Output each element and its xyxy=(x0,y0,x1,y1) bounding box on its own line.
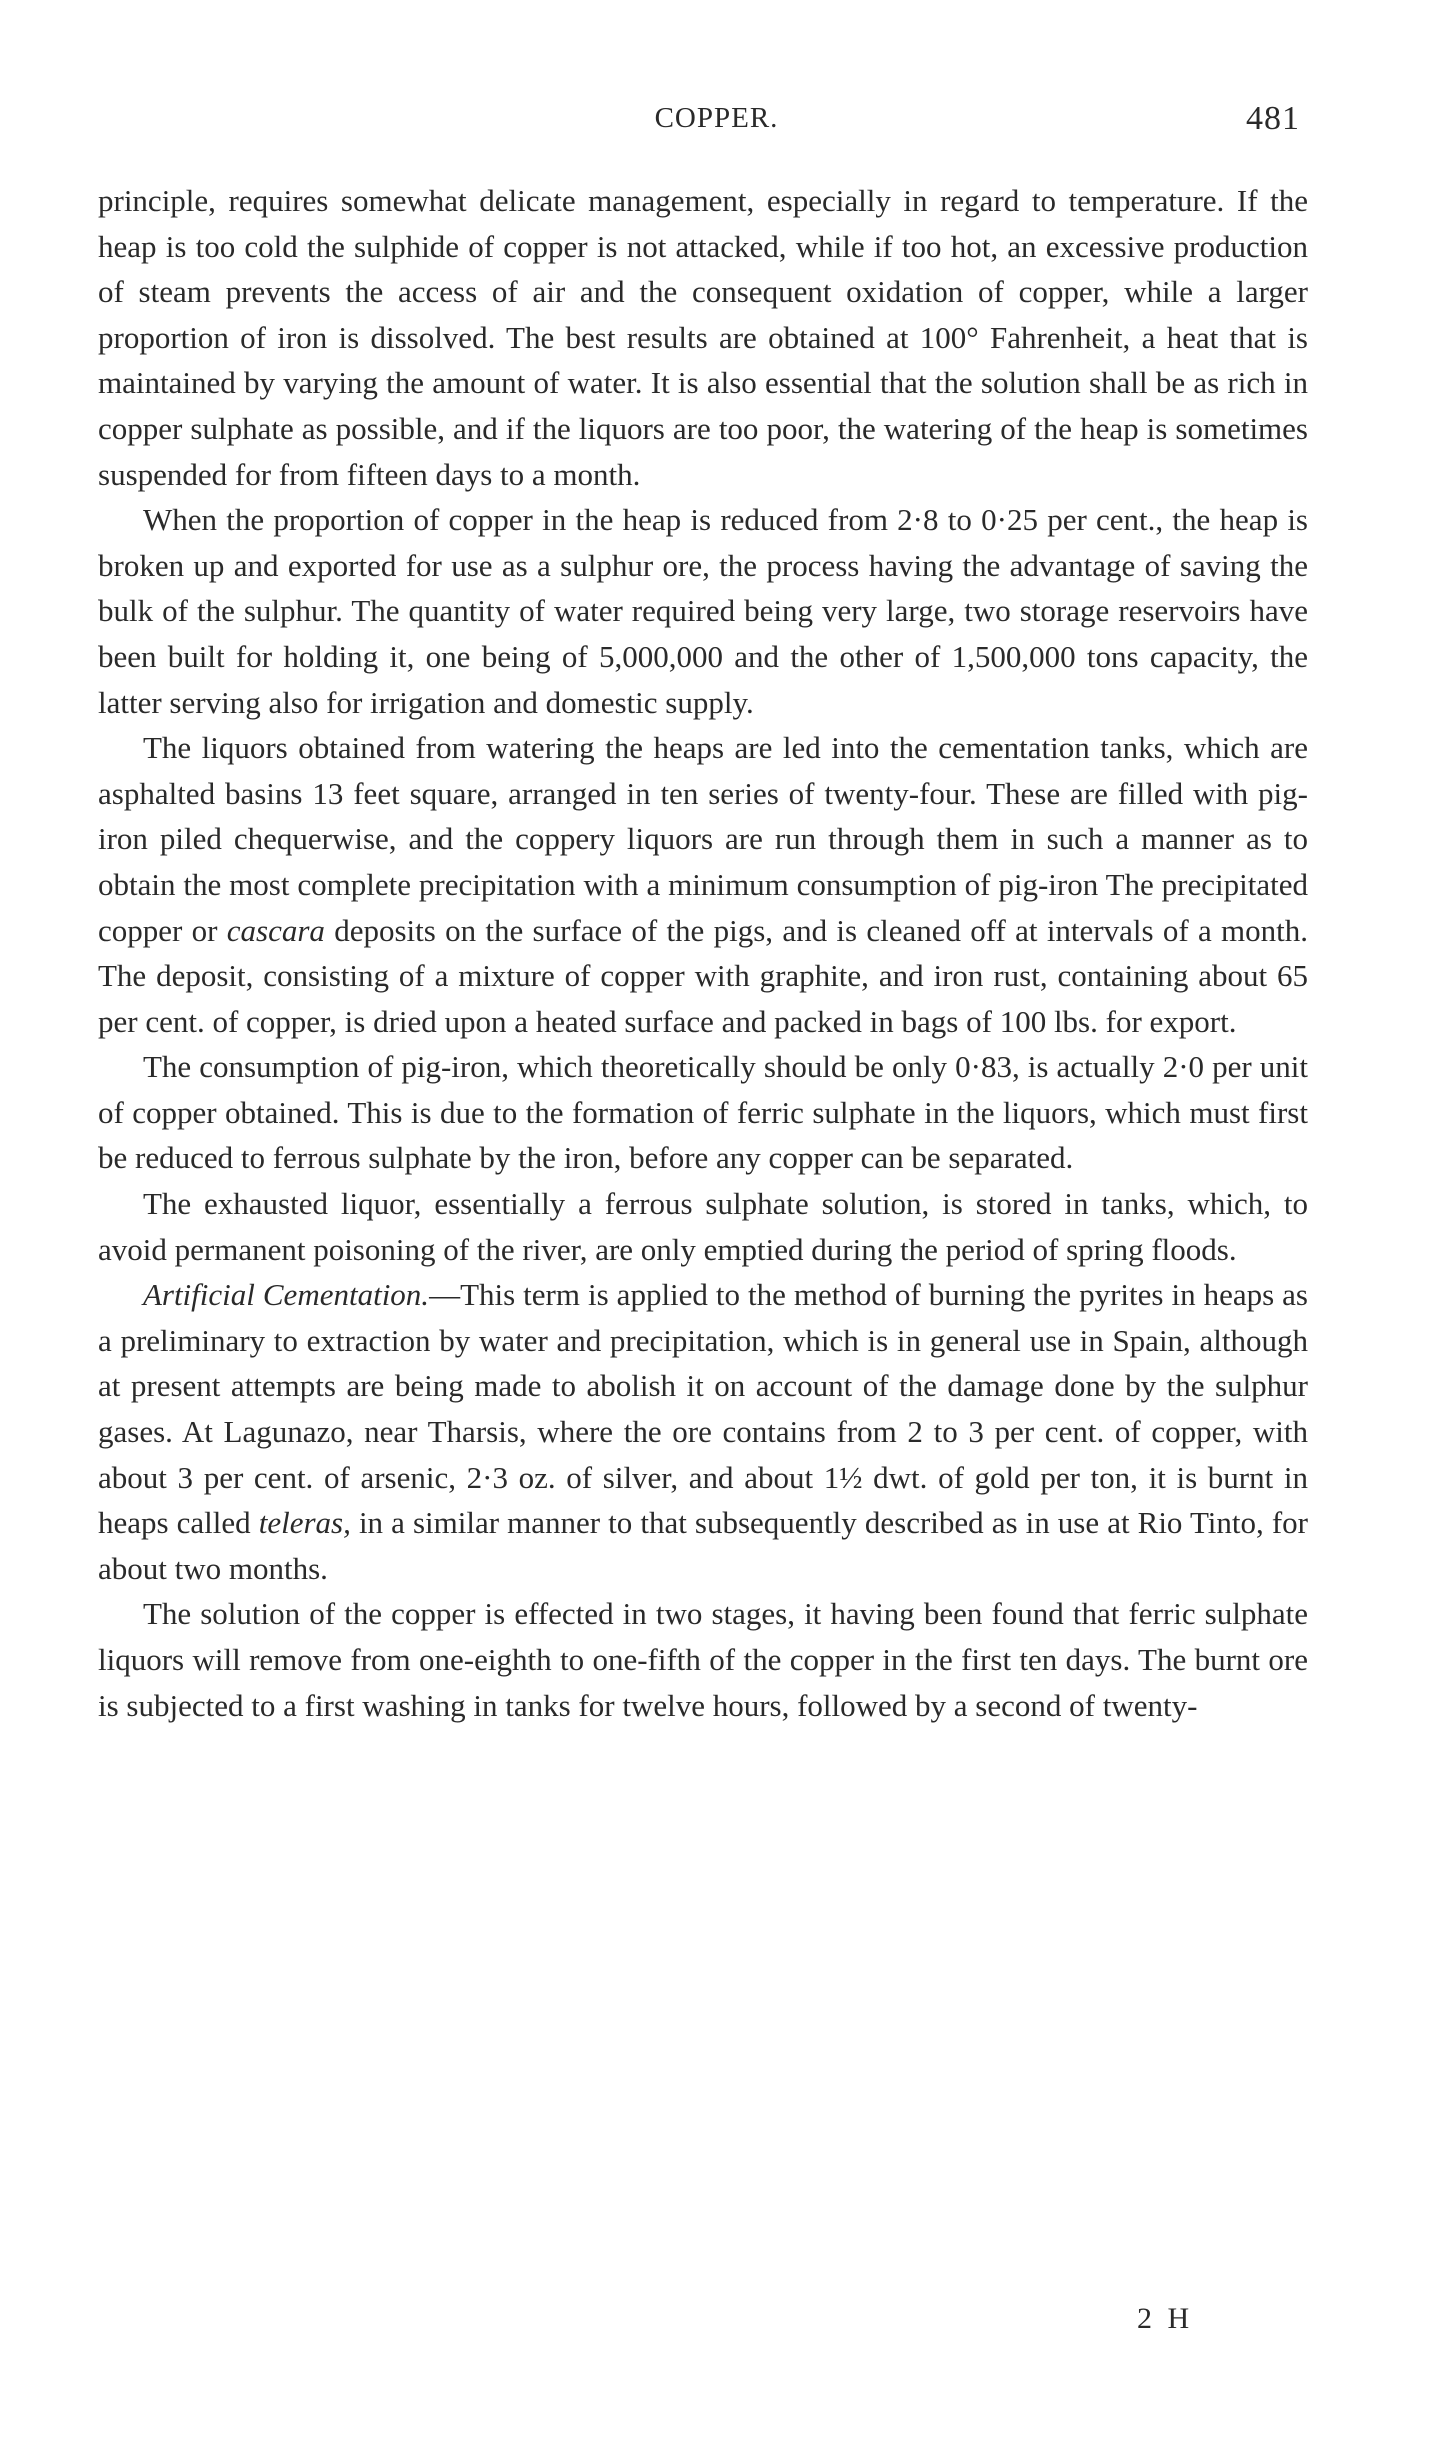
body-text xyxy=(98,178,1308,1728)
paragraph-4 xyxy=(98,1044,1308,1181)
paragraph-1-text: principle, requires somewhat delicate management, especially in regard to temperature. If the heap is too cold the sulphide of copper is not attacked, while if too hot, an excessive production of steam prevents the access of air and the consequent oxidation of copper, while a larger proportion of iron is dissolved. The best results are obtained at 100° Fahrenheit, a heat that is maintained by varying the amount of water. It is also essential that the solution shall be as rich in copper sulphate as possible, and if the liquors are too poor, the watering of the heap is sometimes suspended for from fifteen days to a month. xyxy=(98,183,1308,492)
paragraph-5-text: The exhausted liquor, essentially a ferrous sulphate solution, is stored in tanks, which, to avoid permanent poisoning of the river, are only emptied during the period of spring floods. xyxy=(98,1186,1308,1267)
paragraph-7 xyxy=(98,1591,1308,1728)
paragraph-3 xyxy=(98,725,1308,1044)
paragraph-6-italic-term: teleras, xyxy=(258,1505,351,1541)
paragraph-3-text-start: The liquors obtained from watering the heaps are led into the cementation tanks, which are asphalted basins 13 feet square, arranged in ten series of twenty-four. These are filled with pig-iron piled chequerwise, and the coppery liquors are run through them in such a manner as to obtain the most complete precipitation with a minimum consumption of pig-iron The precipitated copper or xyxy=(98,730,1308,948)
paragraph-6 xyxy=(98,1272,1308,1591)
running-head xyxy=(0,100,1433,148)
page-title: COPPER. xyxy=(654,102,779,134)
paragraph-3-text-end: deposits on the surface of the pigs, and is cleaned off at intervals of a month. The deposit, consisting of a mixture of copper with graphite, and iron rust, containing about 65 per cent. of copper, is dried upon a heated surface and packed in bags of 100 lbs. for export. xyxy=(98,912,1308,1039)
page-number: 481 xyxy=(1246,100,1300,137)
paragraph-6-text-start: —This term is applied to the method of burning the pyrites in heaps as a preliminary to extraction by water and precipitation, which is in general use in Spain, although at present attempts are being made to abolish it on account of the damage done by the sulphur gases. At Lagunazo, near Tharsis, where the ore contains from 2 to 3 per cent. of copper, with about 3 per cent. of arsenic, 2·3 oz. of silver, and about 1½ dwt. of gold per ton, it is burnt in heaps called xyxy=(98,1277,1308,1541)
paragraph-1 xyxy=(98,178,1308,497)
section-heading-artificial-cementation: Artificial Cementation. xyxy=(142,1277,430,1313)
paragraph-5 xyxy=(98,1181,1308,1272)
paragraph-2 xyxy=(98,497,1308,725)
paragraph-3-italic-term: cascara xyxy=(226,912,325,948)
paragraph-7-text: The solution of the copper is effected in two stages, it having been found that ferric sulphate liquors will remove from one-eighth to one-fifth of the copper in the first ten days. The burnt ore is subjected to a first washing in tanks for twelve hours, followed by a second of twenty- xyxy=(98,1596,1308,1723)
paragraph-2-text: When the proportion of copper in the heap is reduced from 2·8 to 0·25 per cent., the heap is broken up and exported for use as a sulphur ore, the process having the advantage of saving the bulk of the sulphur. The quantity of water required being very large, two storage reservoirs have been built for holding it, one being of 5,000,000 and the other of 1,500,000 tons capacity, the latter serving also for irrigation and domestic supply. xyxy=(98,502,1308,720)
signature-mark: 2 H xyxy=(1137,2302,1194,2335)
paragraph-6-text-end: in a similar manner to that subsequently described as in use at Rio Tinto, for about two months. xyxy=(98,1505,1308,1586)
paragraph-4-text: The consumption of pig-iron, which theoretically should be only 0·83, is actually 2·0 per unit of copper obtained. This is due to the formation of ferric sulphate in the liquors, which must first be reduced to ferrous sulphate by the iron, before any copper can be separated. xyxy=(98,1049,1308,1176)
